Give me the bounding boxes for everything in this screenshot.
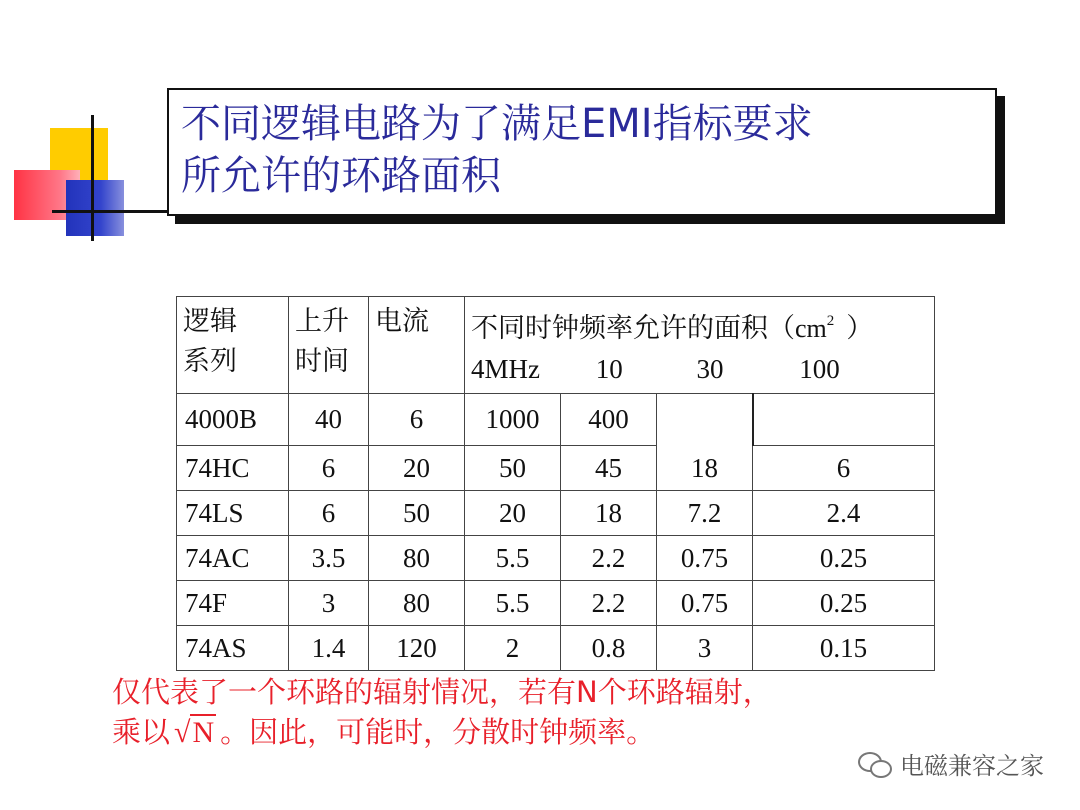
watermark-text: 电磁兼容之家 [900, 752, 1044, 780]
row-area-4mhz: 2 [465, 626, 561, 671]
row-area-10: 2.2 [561, 536, 657, 581]
header-freq-100: 100 [799, 354, 840, 384]
header-freq-4mhz: 4MHz [471, 354, 540, 384]
row-family: 74LS [177, 491, 289, 536]
table-row [177, 491, 935, 536]
slide-title-box [167, 88, 997, 216]
row-family: 74F [177, 581, 289, 626]
row-family: 74AC [177, 536, 289, 581]
header-freq-30: 30 [696, 354, 724, 384]
slide-title-line-2: 所允许的环路面积 [181, 153, 501, 199]
row-area-100: 0.25 [753, 536, 935, 581]
row-area-100: 2.4 [753, 491, 935, 536]
header-frequency-unit: cm [795, 314, 827, 343]
row-rise-time: 40 [289, 394, 369, 446]
table-row [177, 394, 935, 446]
row-area-30: 7.2 [657, 491, 753, 536]
row-area-10: 2.2 [561, 581, 657, 626]
header-freq-10: 10 [595, 354, 623, 384]
row-rise-time: 6 [289, 491, 369, 536]
row-area-100: 0.25 [753, 581, 935, 626]
header-frequency-close-paren: ） [846, 313, 874, 343]
table-row [177, 446, 935, 491]
row-area-4mhz: 50 [465, 446, 561, 491]
decor-horizontal-line [52, 210, 172, 213]
row-rise-time: 3 [289, 581, 369, 626]
sqrt-argument: N [192, 716, 215, 749]
row-area-4mhz: 5.5 [465, 581, 561, 626]
decor-blue-square [66, 180, 124, 236]
row-family: 74HC [177, 446, 289, 491]
header-frequency-title [471, 301, 928, 349]
loop-area-table [176, 296, 935, 671]
row-current: 50 [369, 491, 465, 536]
table-header-row [177, 297, 935, 394]
row-area-100 [753, 394, 935, 446]
row-area-100: 0.15 [753, 626, 935, 671]
row-current: 80 [369, 581, 465, 626]
row-area-10: 45 [561, 446, 657, 491]
row-area-30: 18 [657, 446, 753, 491]
table-row [177, 626, 935, 671]
row-current: 80 [369, 536, 465, 581]
row-area-4mhz: 20 [465, 491, 561, 536]
row-rise-time: 6 [289, 446, 369, 491]
row-current: 6 [369, 394, 465, 446]
note-line-2-prefix: 乘以 [112, 715, 171, 749]
sqrt-n-expression [174, 716, 216, 749]
note-line-2-suffix: 。因此，可能时，分散时钟频率。 [220, 715, 656, 749]
row-area-30: 0.75 [657, 581, 753, 626]
header-logic-family [177, 297, 289, 394]
table-row [177, 536, 935, 581]
row-area-100: 6 [753, 446, 935, 491]
row-rise-time: 3.5 [289, 536, 369, 581]
radiation-note [112, 672, 772, 753]
row-family: 74AS [177, 626, 289, 671]
row-rise-time: 1.4 [289, 626, 369, 671]
table-row [177, 581, 935, 626]
row-area-4mhz: 5.5 [465, 536, 561, 581]
sqrt-symbol: √ [174, 716, 191, 749]
row-area-30 [657, 394, 753, 446]
header-rise-time-line-2: 时间 [295, 346, 349, 376]
note-line-2 [112, 712, 772, 753]
header-logic-family-line-1: 逻辑 [183, 306, 237, 336]
row-area-4mhz: 1000 [465, 394, 561, 446]
row-family: 4000B [177, 394, 289, 446]
header-current-label: 电流 [375, 306, 429, 336]
header-rise-time-line-1: 上升 [295, 306, 349, 336]
header-frequency-unit-exponent: 2 [826, 313, 835, 329]
slide-title-line-1: 不同逻辑电路为了满足EMI指标要求 [181, 101, 813, 147]
header-frequency-area [465, 297, 935, 394]
header-rise-time [289, 297, 369, 394]
wechat-icon [858, 750, 892, 778]
header-current [369, 297, 465, 394]
row-area-10: 400 [561, 394, 657, 446]
row-area-10: 18 [561, 491, 657, 536]
row-area-30: 3 [657, 626, 753, 671]
row-area-30: 0.75 [657, 536, 753, 581]
row-current: 20 [369, 446, 465, 491]
watermark [858, 746, 1044, 781]
header-logic-family-line-2: 系列 [183, 346, 237, 376]
header-frequency-title-text: 不同时钟频率允许的面积（ [471, 313, 795, 343]
row-area-10: 0.8 [561, 626, 657, 671]
row-current: 120 [369, 626, 465, 671]
note-line-1: 仅代表了一个环路的辐射情况，若有N个环路辐射， [112, 675, 772, 709]
header-frequency-list [471, 349, 928, 389]
decor-vertical-line [91, 115, 94, 241]
